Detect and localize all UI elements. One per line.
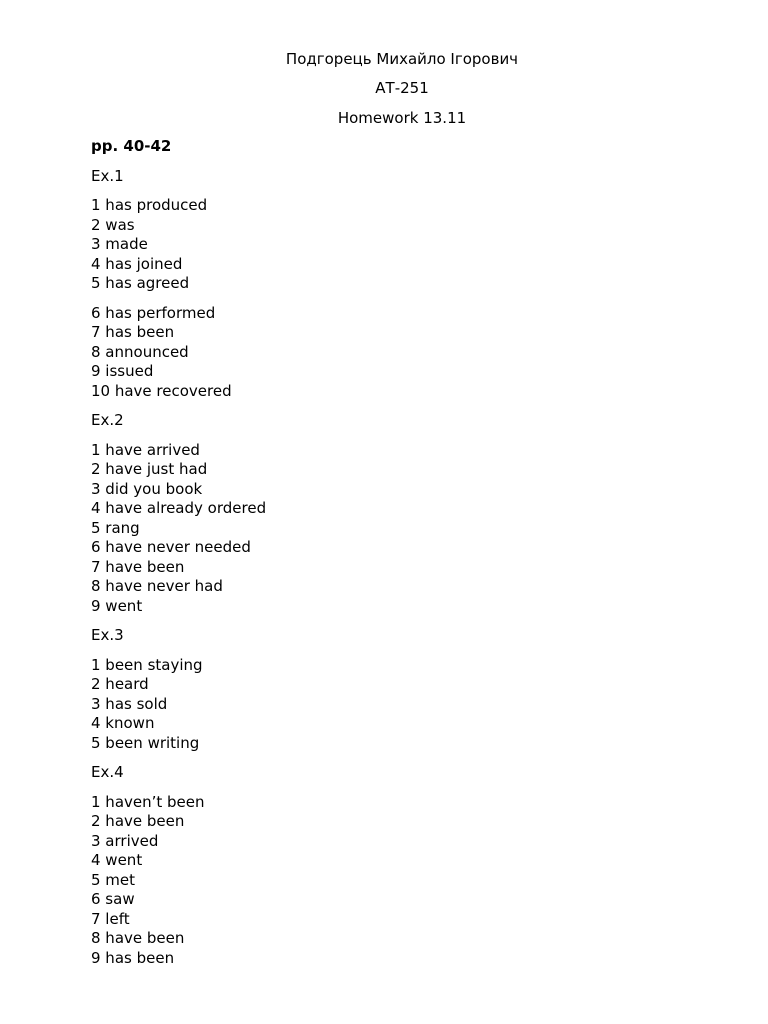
answer-line: 7 left <box>91 909 130 928</box>
answer-line: 4 has joined <box>91 254 183 273</box>
answer-line: 9 went <box>91 596 143 615</box>
answer-line: 2 was <box>91 215 135 234</box>
answer-line: 5 met <box>91 870 136 889</box>
answer-line: 6 has performed <box>91 303 216 322</box>
answer-line: 2 have just had <box>91 460 208 478</box>
answer-line: 9 issued <box>91 362 154 380</box>
pages-heading: pp. 40-42 <box>91 137 172 155</box>
answer-line: 4 went <box>91 851 143 869</box>
exercise-label: Ex.3 <box>91 626 124 644</box>
answer-line: 3 made <box>91 235 148 253</box>
assignment-title: Homework 13.11 <box>337 109 467 127</box>
exercise-label: Ex.4 <box>91 763 124 781</box>
answer-line: 1 have arrived <box>91 440 200 459</box>
answer-line: 5 been writing <box>91 733 200 752</box>
answer-group <box>91 441 691 617</box>
exercise-label: Ex.1 <box>91 166 124 185</box>
document-body <box>91 137 691 978</box>
answer-line: 5 has agreed <box>91 274 190 292</box>
answer-line: 1 has produced <box>91 196 208 214</box>
answer-line: 5 rang <box>91 518 140 537</box>
answer-line: 7 have been <box>91 557 185 576</box>
answer-line: 1 been staying <box>91 655 203 674</box>
answer-line: 2 have been <box>91 812 185 830</box>
group-code: АТ-251 <box>375 79 429 97</box>
answer-line: 3 arrived <box>91 831 159 850</box>
answer-line: 9 has been <box>91 948 175 967</box>
answer-line: 3 has sold <box>91 694 168 713</box>
answer-group <box>91 793 691 969</box>
student-name: Подгорець Михайло Ігорович <box>285 50 519 68</box>
exercise-label: Ex.2 <box>91 411 124 429</box>
answer-line: 2 heard <box>91 675 149 693</box>
answer-line: 7 has been <box>91 323 175 341</box>
answer-line: 1 haven’t been <box>91 792 205 811</box>
answer-line: 6 saw <box>91 890 135 908</box>
answer-group <box>91 656 691 754</box>
answer-line: 8 have been <box>91 929 185 947</box>
answer-line: 8 announced <box>91 342 189 361</box>
answer-line: 10 have recovered <box>91 381 232 400</box>
answer-line: 8 have never had <box>91 577 223 595</box>
answer-line: 3 did you book <box>91 479 203 498</box>
answer-line: 6 have never needed <box>91 538 251 556</box>
answer-group <box>91 196 691 294</box>
answer-line: 4 have already ordered <box>91 499 267 517</box>
answer-line: 4 known <box>91 714 155 732</box>
answer-group <box>91 304 691 402</box>
